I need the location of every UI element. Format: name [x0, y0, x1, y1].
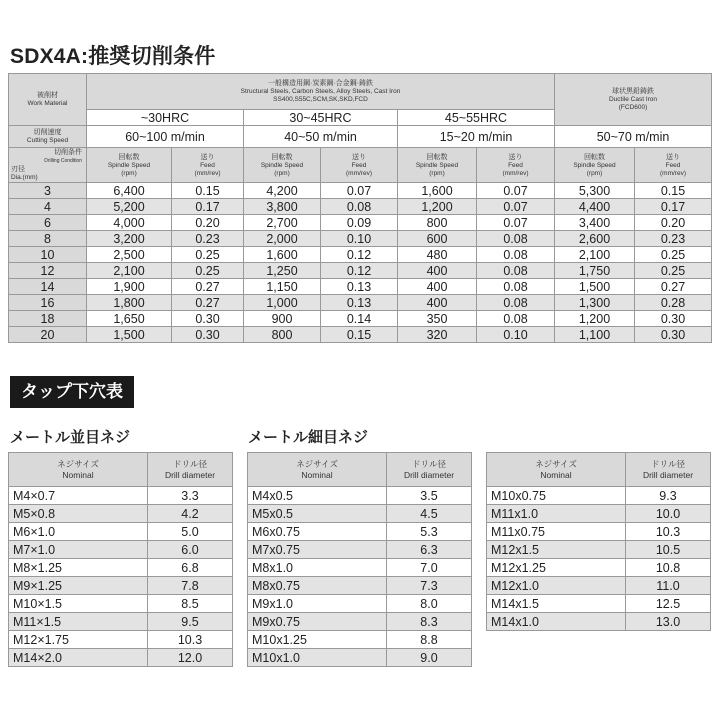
table-row	[9, 199, 712, 215]
speed-1: 60~100 m/min	[87, 126, 244, 148]
feed-cell: 0.08	[477, 279, 555, 295]
work-material-header	[9, 74, 87, 126]
table-row	[9, 295, 712, 311]
drill-diameter-cell: 9.0	[387, 649, 472, 667]
dia-label-en: Dia.(mm)	[11, 174, 38, 181]
feed-cell: 0.12	[321, 263, 398, 279]
drill-header	[387, 453, 472, 487]
spindle-speed-cell: 1,600	[398, 183, 477, 199]
feed-unit: (mm/rev)	[346, 169, 372, 177]
table-row	[9, 577, 233, 595]
feed-cell: 0.08	[477, 247, 555, 263]
table-row	[248, 541, 472, 559]
cutting-data-body	[9, 183, 712, 343]
feed-cell: 0.30	[635, 327, 712, 343]
spindle-speed-cell: 1,150	[244, 279, 321, 295]
spindle-speed-cell: 2,100	[555, 247, 635, 263]
fine-thread-title: メートル細目ネジ	[248, 429, 369, 446]
feed-cell: 0.08	[477, 311, 555, 327]
spindle-speed-cell: 1,300	[555, 295, 635, 311]
dia-cell: 8	[9, 231, 87, 247]
feed-en: Feed	[665, 161, 681, 169]
spindle-header-1	[87, 148, 172, 183]
feed-unit: (mm/rev)	[660, 169, 686, 177]
table-row	[248, 631, 472, 649]
thread-size-cell: M9×1.25	[9, 577, 148, 595]
spindle-speed-cell: 3,200	[87, 231, 172, 247]
spindle-speed-cell: 2,700	[244, 215, 321, 231]
speed-4: 50~70 m/min	[555, 126, 712, 148]
nominal-header	[487, 453, 626, 487]
table-row	[9, 505, 233, 523]
feed-cell: 0.08	[321, 199, 398, 215]
feed-cell: 0.13	[321, 279, 398, 295]
drill-diameter-cell: 13.0	[626, 613, 711, 631]
thread-size-cell: M9x0.75	[248, 613, 387, 631]
table-row	[487, 523, 711, 541]
table-row	[487, 613, 711, 631]
table-row	[487, 577, 711, 595]
table-row	[9, 247, 712, 263]
material-group-steel	[87, 74, 555, 110]
spindle-header-4	[555, 148, 635, 183]
thread-size-cell: M6x0.75	[248, 523, 387, 541]
nominal-header	[248, 453, 387, 487]
work-material-jp: 被削材	[37, 92, 58, 99]
feed-cell: 0.30	[635, 311, 712, 327]
coarse-thread-table	[8, 452, 233, 667]
feed-cell: 0.13	[321, 295, 398, 311]
thread-size-cell: M14×2.0	[9, 649, 148, 667]
spindle-jp: 回転数	[584, 153, 605, 161]
spindle-unit: (rpm)	[429, 169, 445, 177]
table-row	[248, 649, 472, 667]
spindle-speed-cell: 1,200	[398, 199, 477, 215]
spindle-speed-cell: 2,100	[87, 263, 172, 279]
thread-size-cell: M12x1.5	[487, 541, 626, 559]
thread-size-cell: M12×1.75	[9, 631, 148, 649]
spindle-en: Spindle Speed	[260, 161, 304, 169]
table-row	[9, 231, 712, 247]
feed-en: Feed	[508, 161, 523, 169]
spindle-unit: (rpm)	[121, 169, 137, 177]
feed-header-1	[172, 148, 244, 183]
dia-cell: 6	[9, 215, 87, 231]
coarse-thread-title: メートル並目ネジ	[10, 429, 131, 446]
nominal-en: Nominal	[540, 469, 572, 480]
feed-cell: 0.14	[321, 311, 398, 327]
feed-cell: 0.07	[477, 199, 555, 215]
feed-header-3	[477, 148, 555, 183]
feed-jp: 送り	[666, 153, 680, 161]
nominal-jp: ネジサイズ	[296, 458, 338, 469]
fine-thread-table-2	[486, 452, 711, 631]
spindle-en: Spindle Speed	[107, 161, 151, 169]
table-row	[487, 541, 711, 559]
spindle-jp: 回転数	[271, 153, 293, 161]
nominal-jp: ネジサイズ	[57, 458, 99, 469]
dia-cell: 14	[9, 279, 87, 295]
thread-size-cell: M11x0.75	[487, 523, 626, 541]
table-row	[248, 559, 472, 577]
dia-cell: 18	[9, 311, 87, 327]
tap-section-title: タップ下穴表	[10, 376, 134, 408]
table-row	[487, 559, 711, 577]
feed-unit: (mm/rev)	[502, 169, 529, 177]
drill-diameter-cell: 8.3	[387, 613, 472, 631]
drill-en: Drill diameter	[642, 469, 694, 480]
dia-cell: 3	[9, 183, 87, 199]
drill-diameter-cell: 10.0	[626, 505, 711, 523]
drill-diameter-cell: 9.3	[626, 487, 711, 505]
dia-cell: 4	[9, 199, 87, 215]
drill-diameter-cell: 5.3	[387, 523, 472, 541]
thread-size-cell: M11×1.5	[9, 613, 148, 631]
spindle-speed-cell: 4,400	[555, 199, 635, 215]
drill-en: Drill diameter	[164, 469, 216, 480]
spindle-speed-cell: 320	[398, 327, 477, 343]
spindle-en: Spindle Speed	[415, 161, 459, 169]
thread-size-cell: M9x1.0	[248, 595, 387, 613]
spindle-speed-cell: 350	[398, 311, 477, 327]
table-row	[248, 505, 472, 523]
spindle-speed-cell: 1,650	[87, 311, 172, 327]
spindle-unit: (rpm)	[274, 169, 290, 177]
hardness-2: 30~45HRC	[244, 110, 398, 126]
dia-condition-header	[9, 148, 87, 183]
feed-cell: 0.07	[321, 183, 398, 199]
drill-diameter-cell: 7.0	[387, 559, 472, 577]
spindle-speed-cell: 1,500	[555, 279, 635, 295]
feed-cell: 0.30	[172, 311, 244, 327]
spindle-speed-cell: 5,200	[87, 199, 172, 215]
feed-cell: 0.27	[172, 295, 244, 311]
feed-en: Feed	[200, 161, 215, 169]
spindle-speed-cell: 6,400	[87, 183, 172, 199]
table-row	[9, 487, 233, 505]
drill-diameter-cell: 4.5	[387, 505, 472, 523]
thread-size-cell: M7x0.75	[248, 541, 387, 559]
feed-jp: 送り	[508, 153, 523, 161]
thread-size-cell: M10x1.25	[248, 631, 387, 649]
feed-cell: 0.25	[172, 263, 244, 279]
feed-cell: 0.09	[321, 215, 398, 231]
spindle-speed-cell: 1,500	[87, 327, 172, 343]
feed-header-4	[635, 148, 712, 183]
drill-diameter-cell: 10.5	[626, 541, 711, 559]
drill-diameter-cell: 11.0	[626, 577, 711, 595]
drill-diameter-cell: 6.3	[387, 541, 472, 559]
feed-cell: 0.25	[635, 247, 712, 263]
drill-diameter-cell: 5.0	[148, 523, 233, 541]
feed-cell: 0.07	[477, 215, 555, 231]
table-row	[248, 595, 472, 613]
hardness-3: 45~55HRC	[398, 110, 555, 126]
spindle-en: Spindle Speed	[573, 161, 616, 169]
spindle-speed-cell: 400	[398, 279, 477, 295]
feed-cell: 0.27	[635, 279, 712, 295]
drill-diameter-cell: 6.8	[148, 559, 233, 577]
nominal-jp: ネジサイズ	[535, 458, 577, 469]
feed-cell: 0.25	[172, 247, 244, 263]
table-row	[9, 649, 233, 667]
cond-label-en: Drilling Condition	[44, 158, 82, 164]
drill-diameter-cell: 10.8	[626, 559, 711, 577]
thread-size-cell: M10x1.0	[248, 649, 387, 667]
drill-diameter-cell: 7.3	[387, 577, 472, 595]
drill-diameter-cell: 3.3	[148, 487, 233, 505]
table-row	[9, 311, 712, 327]
feed-cell: 0.23	[172, 231, 244, 247]
drill-jp: ドリル径	[411, 458, 446, 469]
table-row	[248, 487, 472, 505]
drill-diameter-cell: 7.8	[148, 577, 233, 595]
spindle-speed-cell: 600	[398, 231, 477, 247]
feed-cell: 0.15	[321, 327, 398, 343]
spindle-speed-cell: 1,750	[555, 263, 635, 279]
table-row	[487, 505, 711, 523]
fine-thread-body-2	[487, 487, 711, 631]
spindle-speed-cell: 400	[398, 263, 477, 279]
drill-header	[148, 453, 233, 487]
feed-cell: 0.08	[477, 295, 555, 311]
feed-cell: 0.23	[635, 231, 712, 247]
speed-label-en: Cutting Speed	[26, 137, 69, 144]
feed-jp: 送り	[352, 153, 366, 161]
drill-header	[626, 453, 711, 487]
thread-size-cell: M4x0.5	[248, 487, 387, 505]
spindle-speed-cell: 400	[398, 295, 477, 311]
table-row	[487, 487, 711, 505]
work-material-en: Work Material	[27, 100, 68, 107]
feed-cell: 0.28	[635, 295, 712, 311]
spindle-speed-cell: 3,800	[244, 199, 321, 215]
feed-cell: 0.20	[635, 215, 712, 231]
table-row	[487, 595, 711, 613]
spindle-speed-cell: 3,400	[555, 215, 635, 231]
group2-en: Ductile Cast Iron	[608, 96, 658, 103]
spindle-jp: 回転数	[426, 153, 448, 161]
feed-jp: 送り	[200, 153, 215, 161]
thread-size-cell: M14x1.0	[487, 613, 626, 631]
thread-size-cell: M7×1.0	[9, 541, 148, 559]
spindle-speed-cell: 1,100	[555, 327, 635, 343]
spindle-speed-cell: 1,600	[244, 247, 321, 263]
page-title: SDX4A:推奨切削条件	[10, 45, 216, 68]
group1-grades: SS400,S55C,SCM,SK,SKD,FCD	[273, 96, 368, 103]
spindle-speed-cell: 1,900	[87, 279, 172, 295]
thread-size-cell: M12x1.0	[487, 577, 626, 595]
spindle-speed-cell: 2,500	[87, 247, 172, 263]
feed-cell: 0.08	[477, 231, 555, 247]
table-row	[9, 263, 712, 279]
spindle-speed-cell: 4,000	[87, 215, 172, 231]
thread-size-cell: M10x0.75	[487, 487, 626, 505]
spindle-speed-cell: 4,200	[244, 183, 321, 199]
feed-cell: 0.30	[172, 327, 244, 343]
table-row	[9, 613, 233, 631]
feed-cell: 0.07	[477, 183, 555, 199]
spindle-header-2	[244, 148, 321, 183]
spindle-speed-cell: 2,000	[244, 231, 321, 247]
speed-label-jp: 切削速度	[33, 129, 62, 136]
table-row	[9, 215, 712, 231]
drill-diameter-cell: 6.0	[148, 541, 233, 559]
thread-size-cell: M6×1.0	[9, 523, 148, 541]
nominal-en: Nominal	[301, 469, 333, 480]
feed-cell: 0.17	[635, 199, 712, 215]
spindle-speed-cell: 5,300	[555, 183, 635, 199]
thread-size-cell: M11x1.0	[487, 505, 626, 523]
feed-cell: 0.25	[635, 263, 712, 279]
drill-diameter-cell: 10.3	[626, 523, 711, 541]
drill-diameter-cell: 8.5	[148, 595, 233, 613]
drill-jp: ドリル径	[650, 458, 685, 469]
cutting-conditions-table	[8, 73, 712, 343]
spindle-speed-cell: 800	[244, 327, 321, 343]
fine-thread-body	[248, 487, 472, 667]
table-row	[248, 523, 472, 541]
table-row	[9, 523, 233, 541]
drill-diameter-cell: 10.3	[148, 631, 233, 649]
feed-cell: 0.27	[172, 279, 244, 295]
hardness-1: ~30HRC	[87, 110, 244, 126]
spindle-speed-cell: 1,200	[555, 311, 635, 327]
feed-en: Feed	[351, 161, 367, 169]
drill-en: Drill diameter	[403, 469, 455, 480]
thread-size-cell: M5x0.5	[248, 505, 387, 523]
feed-header-2	[321, 148, 398, 183]
dia-cell: 10	[9, 247, 87, 263]
table-row	[248, 613, 472, 631]
speed-2: 40~50 m/min	[244, 126, 398, 148]
spindle-header-3	[398, 148, 477, 183]
group1-en: Structural Steels, Carbon Steels, Alloy Steels, Cast Iron	[240, 88, 401, 95]
drill-diameter-cell: 8.8	[387, 631, 472, 649]
table-row	[9, 183, 712, 199]
group2-grade: (FCD600)	[618, 104, 648, 111]
spindle-unit: (rpm)	[586, 169, 603, 177]
group2-jp: 球状黒鉛鋳鉄	[612, 88, 654, 95]
spindle-jp: 回転数	[118, 153, 140, 161]
thread-size-cell: M5×0.8	[9, 505, 148, 523]
spindle-speed-cell: 2,600	[555, 231, 635, 247]
thread-size-cell: M8x0.75	[248, 577, 387, 595]
drill-diameter-cell: 12.5	[626, 595, 711, 613]
feed-cell: 0.10	[321, 231, 398, 247]
drill-diameter-cell: 4.2	[148, 505, 233, 523]
thread-size-cell: M8x1.0	[248, 559, 387, 577]
thread-size-cell: M8×1.25	[9, 559, 148, 577]
feed-cell: 0.15	[172, 183, 244, 199]
feed-cell: 0.08	[477, 263, 555, 279]
coarse-thread-body	[9, 487, 233, 667]
drill-diameter-cell: 9.5	[148, 613, 233, 631]
material-group-ductile	[555, 74, 712, 126]
spindle-speed-cell: 480	[398, 247, 477, 263]
feed-cell: 0.17	[172, 199, 244, 215]
speed-3: 15~20 m/min	[398, 126, 555, 148]
nominal-en: Nominal	[62, 469, 94, 480]
drill-jp: ドリル径	[172, 458, 207, 469]
thread-size-cell: M12x1.25	[487, 559, 626, 577]
spindle-speed-cell: 800	[398, 215, 477, 231]
table-row	[9, 595, 233, 613]
feed-unit: (mm/rev)	[194, 169, 221, 177]
spindle-speed-cell: 1,800	[87, 295, 172, 311]
cutting-speed-header	[9, 126, 87, 148]
feed-cell: 0.10	[477, 327, 555, 343]
table-row	[9, 327, 712, 343]
cond-label-jp: 切削条件	[54, 149, 82, 156]
table-row	[9, 279, 712, 295]
spindle-speed-cell: 900	[244, 311, 321, 327]
table-row	[9, 541, 233, 559]
dia-cell: 12	[9, 263, 87, 279]
feed-cell: 0.20	[172, 215, 244, 231]
nominal-header	[9, 453, 148, 487]
drill-diameter-cell: 3.5	[387, 487, 472, 505]
thread-size-cell: M10×1.5	[9, 595, 148, 613]
spindle-speed-cell: 1,250	[244, 263, 321, 279]
dia-label-jp: 刃径	[11, 166, 25, 173]
feed-cell: 0.12	[321, 247, 398, 263]
thread-size-cell: M14x1.5	[487, 595, 626, 613]
table-row	[9, 631, 233, 649]
spindle-speed-cell: 1,000	[244, 295, 321, 311]
dia-cell: 16	[9, 295, 87, 311]
fine-thread-table	[247, 452, 472, 667]
thread-size-cell: M4×0.7	[9, 487, 148, 505]
table-row	[9, 559, 233, 577]
drill-diameter-cell: 8.0	[387, 595, 472, 613]
table-row	[248, 577, 472, 595]
group1-jp: 一般構造用鋼·炭素鋼·合金鋼·鋳鉄	[268, 80, 373, 87]
drill-diameter-cell: 12.0	[148, 649, 233, 667]
dia-cell: 20	[9, 327, 87, 343]
feed-cell: 0.15	[635, 183, 712, 199]
